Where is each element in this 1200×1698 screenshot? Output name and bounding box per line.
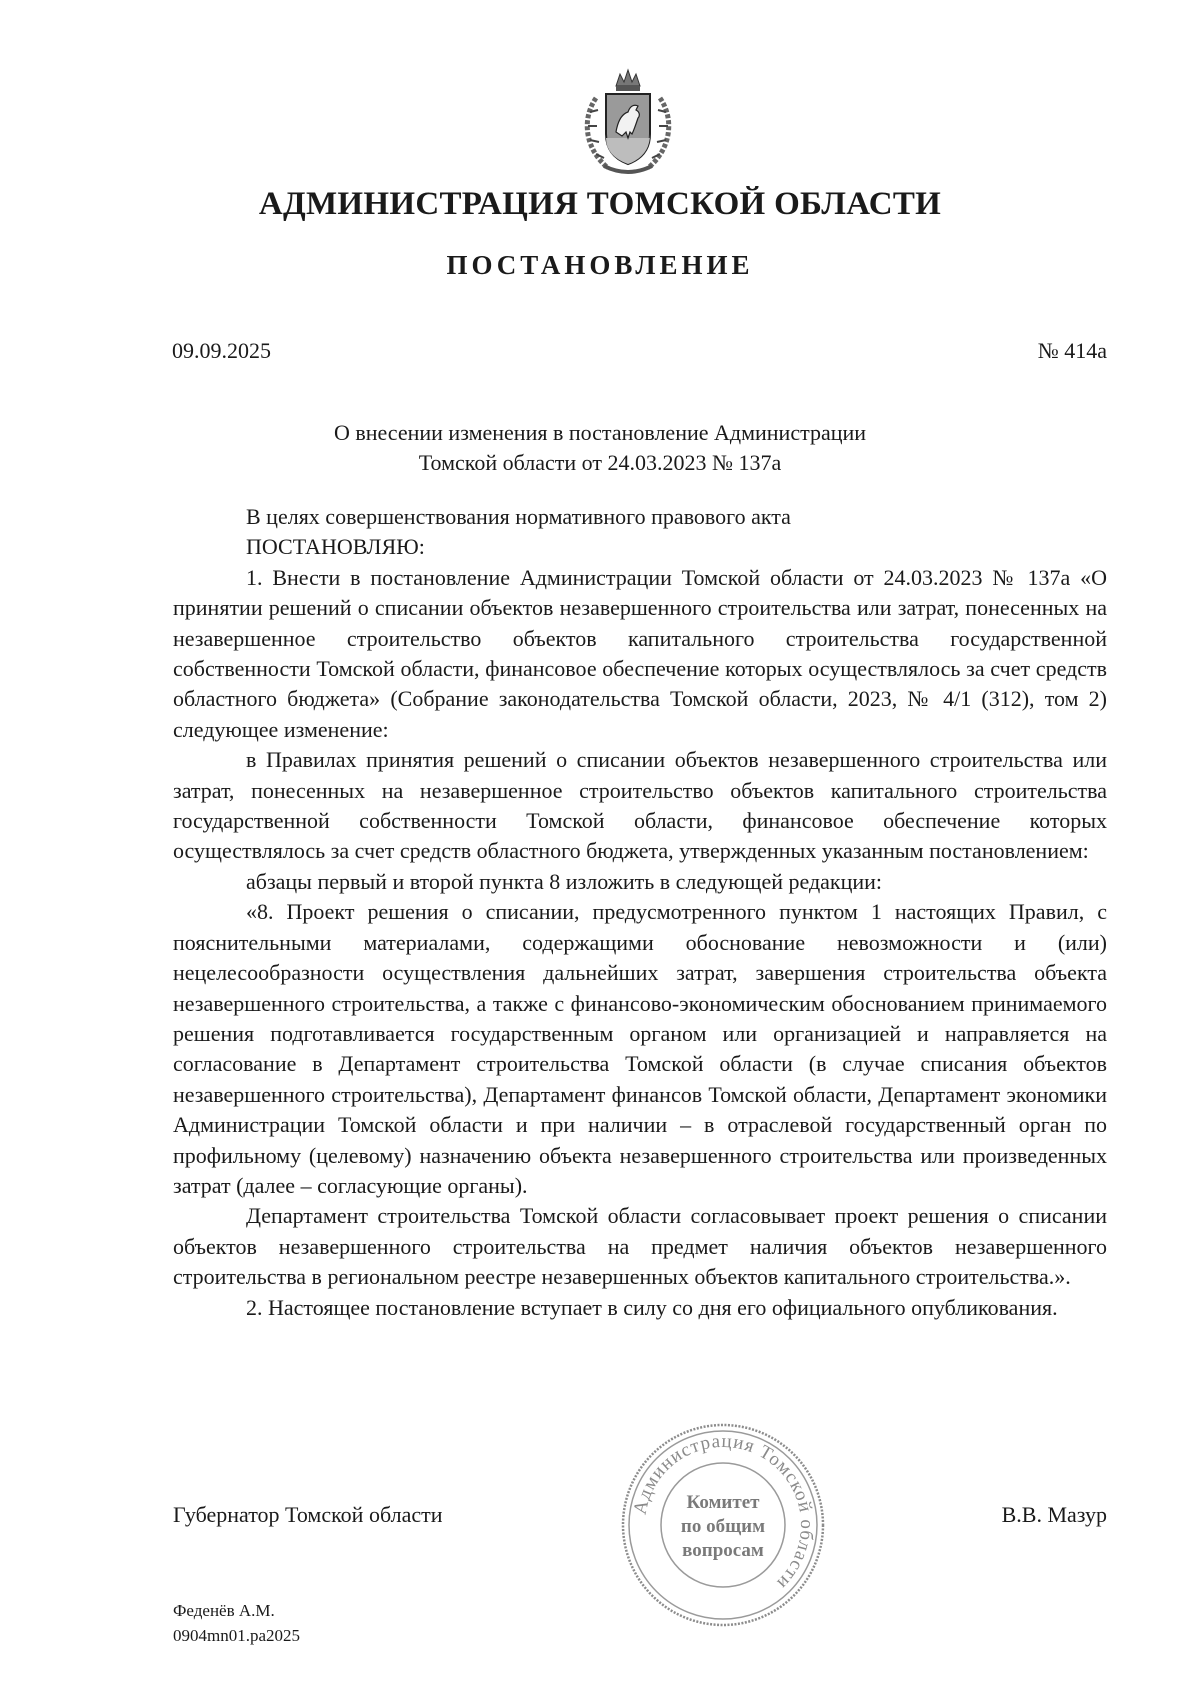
coat-of-arms-emblem [574,68,682,178]
body-paragraph: Департамент строительства Томской области согласовывает проект решения о списании объектов незавершенного строительства на предмет наличия объектов незавершенного строительства в региональном реестре незавершенных объектов капитального строительства.». [173,1203,1107,1290]
document-subject [0,418,1200,478]
document-type: ПОСТАНОВЛЕНИЕ [446,250,754,280]
document-number: № 414а [1037,338,1107,363]
stamp-center-text: вопросам [682,1540,764,1561]
official-stamp [618,1420,828,1630]
signer-role: Губернатор Томской области [173,1502,443,1527]
signer-name: В.В. Мазур [1001,1502,1107,1527]
body-paragraph: в Правилах принятия решений о списании объектов незавершенного строительства или затрат, понесенных на незавершенное строительство объектов капитального строительства государственной собственности Томской области, финансовое обеспечение которых осуществлялось за счет средств областного бюджета, утвержденных указанным постановлением: [173,747,1107,864]
body-paragraph: «8. Проект решения о списании, предусмотренного пунктом 1 настоящих Правил, с пояснительными материалами, содержащими обоснование невозможности и (или) нецелесообразности осуществления дальнейших затрат, завершения строительства объекта незавершенного строительства, а также с финансово-экономическим обоснованием принимаемого решения подготавливается государственным органом или организацией и направляется на согласование в Департамент строительства Томской области (в случае списания объектов незавершенного строительства), Департамент финансов Томской области, Департамент экономики Администрации Томской области и при наличии – в отраслевой государственный орган по профильному (целевому) назначению объекта незавершенного строительства или произведенных затрат (далее – согласующие органы). [173,899,1107,1198]
document-date: 09.09.2025 [172,338,271,363]
file-code: 0904mn01.pa2025 [173,1626,301,1645]
body-paragraph: 2. Настоящее постановление вступает в силу со дня его официального опубликования. [246,1294,1058,1320]
subject-line: Томской области от 24.03.2023 № 137а [418,450,782,475]
subject-line: О внесении изменения в постановление Администрации [333,420,867,445]
organization-title: АДМИНИСТРАЦИЯ ТОМСКОЙ ОБЛАСТИ [258,186,942,222]
executor-footer [173,1598,300,1648]
stamp-center-text: Комитет [686,1492,760,1513]
resolve-heading: ПОСТАНОВЛЯЮ: [246,534,425,560]
body-paragraph: абзацы первый и второй пункта 8 изложить в следующей редакции: [246,868,883,894]
body-paragraph: 1. Внести в постановление Администрации Томской области от 24.03.2023 № 137а «О принятии решений о списании объектов незавершенного строительства или затрат, понесенных на незавершенное строительство объектов капитального строительства государственной собственности Томской области, финансовое обеспечение которых осуществлялось за счет средств областного бюджета» (Собрание законодательства Томской области, 2023, № 4/1 (312), том 2) следующее изменение: [173,564,1107,742]
stamp-ring-text: Администрация Томской области [629,1430,818,1594]
document-body [173,502,1107,1323]
stamp-center-text: по общим [680,1516,766,1537]
executor-name: Феденёв А.М. [173,1601,275,1620]
preamble-paragraph: В целях совершенствования нормативного правового акта [246,504,791,529]
